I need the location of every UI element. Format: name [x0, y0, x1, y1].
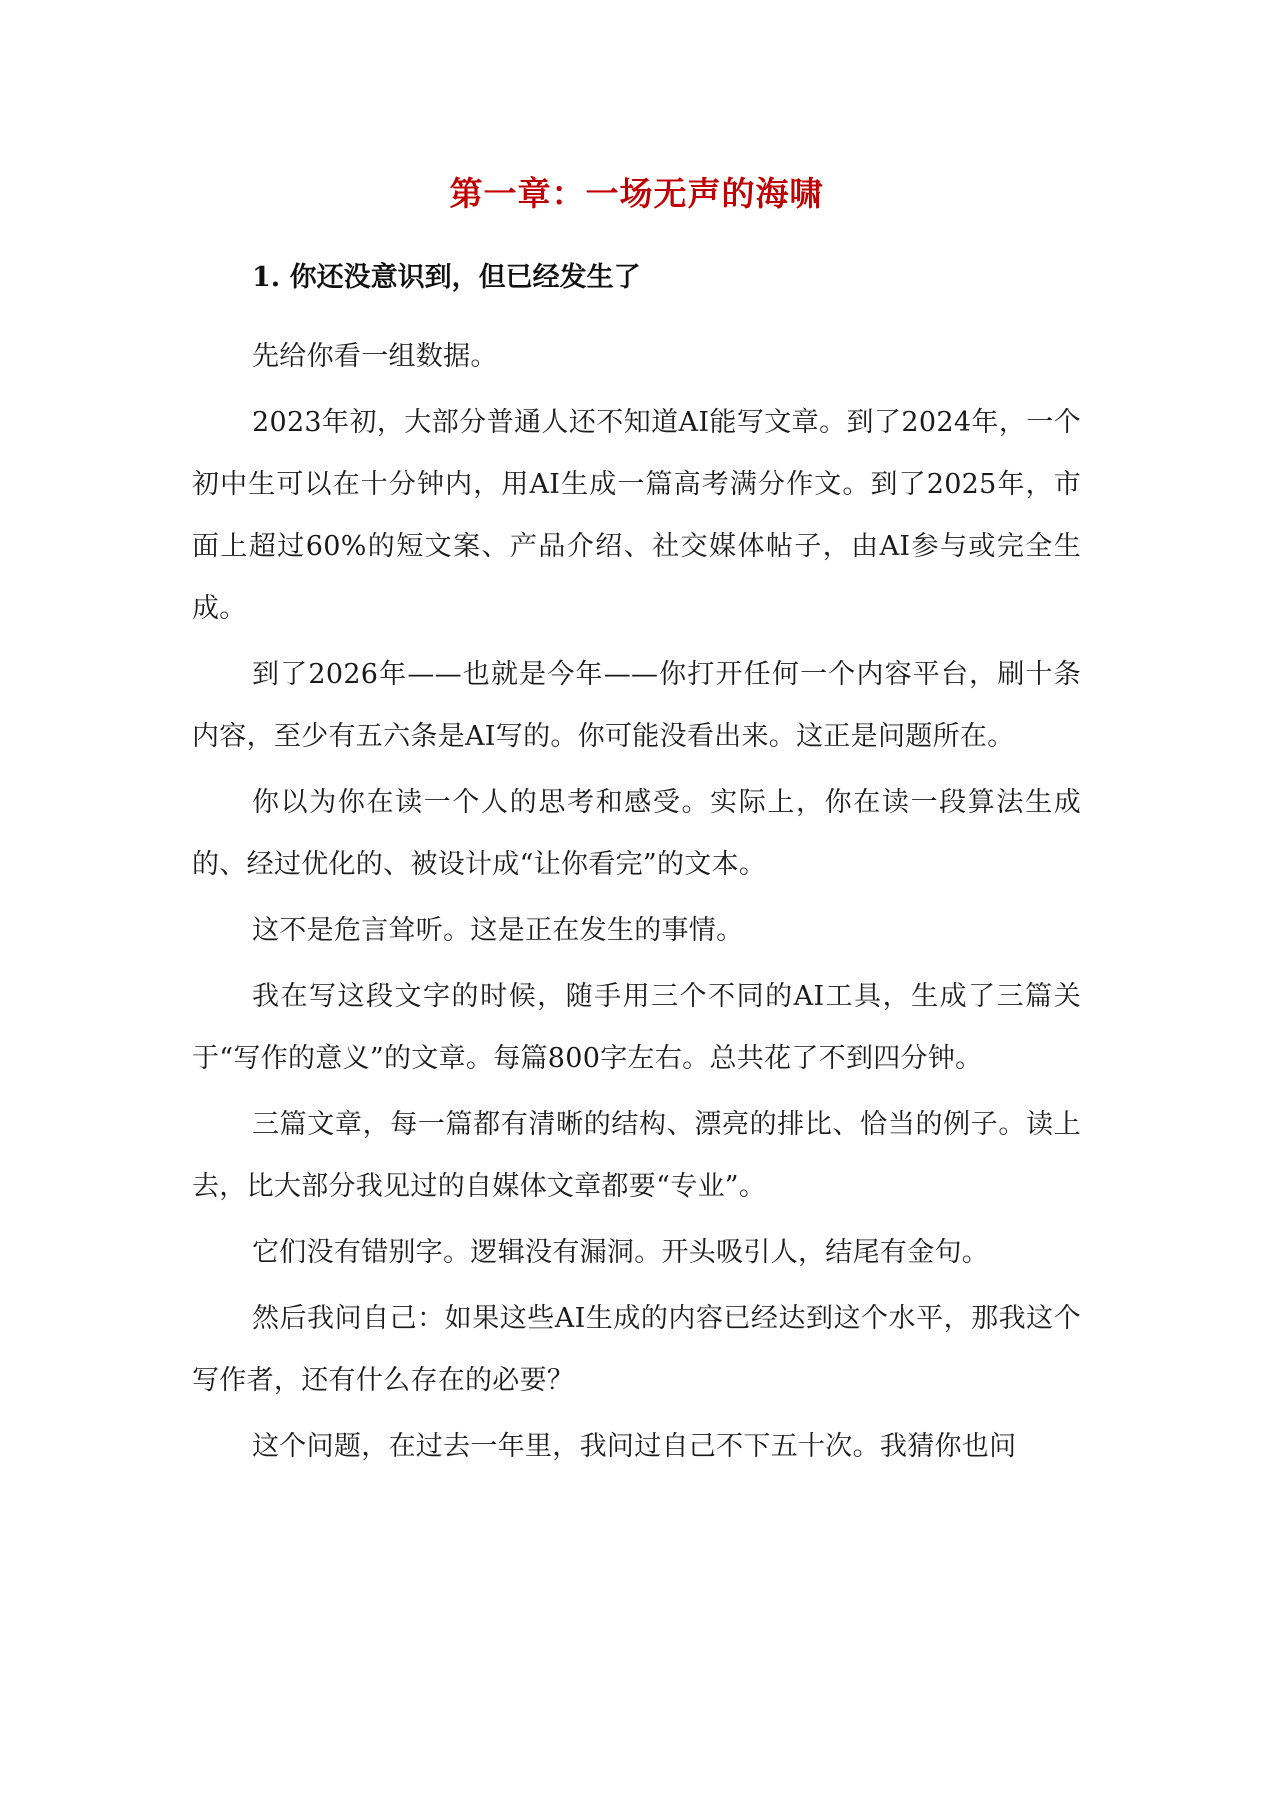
paragraph: 三篇文章，每一篇都有清晰的结构、漂亮的排比、恰当的例子。读上去，比大部分我见过的自媒体文章都要“专业”。: [192, 1109, 1081, 1202]
body-text: [192, 326, 1081, 1482]
paragraph: 你以为你在读一个人的思考和感受。实际上，你在读一段算法生成的、经过优化的、被设计成“让你看完”的文本。: [192, 787, 1081, 880]
paragraph: 2023年初，大部分普通人还不知道AI能写文章。到了2024年，一个初中生可以在十分钟内，用AI生成一篇高考满分作文。到了2025年，市面上超过60%的短文案、产品介绍、社交媒体帖子，由AI参与或完全生成。: [192, 407, 1081, 624]
paragraph: 这不是危言耸听。这是正在发生的事情。: [252, 915, 744, 946]
chapter-title: 第一章：一场无声的海啸: [449, 174, 824, 213]
paragraph: 我在写这段文字的时候，随手用三个不同的AI工具，生成了三篇关于“写作的意义”的文章。每篇800字左右。总共花了不到四分钟。: [192, 981, 1081, 1074]
paragraph: 它们没有错别字。逻辑没有漏洞。开头吸引人，结尾有金句。: [252, 1237, 990, 1268]
paragraph: 到了2026年——也就是今年——你打开任何一个内容平台，刷十条内容，至少有五六条是AI写的。你可能没看出来。这正是问题所在。: [192, 659, 1081, 752]
paragraph: 然后我问自己：如果这些AI生成的内容已经达到这个水平，那我这个写作者，还有什么存在的必要？: [192, 1303, 1081, 1396]
paragraph: 这个问题，在过去一年里，我问过自己不下五十次。我猜你也问: [252, 1431, 1017, 1462]
section-heading: 1. 你还没意识到，但已经发生了: [252, 262, 641, 293]
paragraph: 先给你看一组数据。: [252, 341, 498, 372]
